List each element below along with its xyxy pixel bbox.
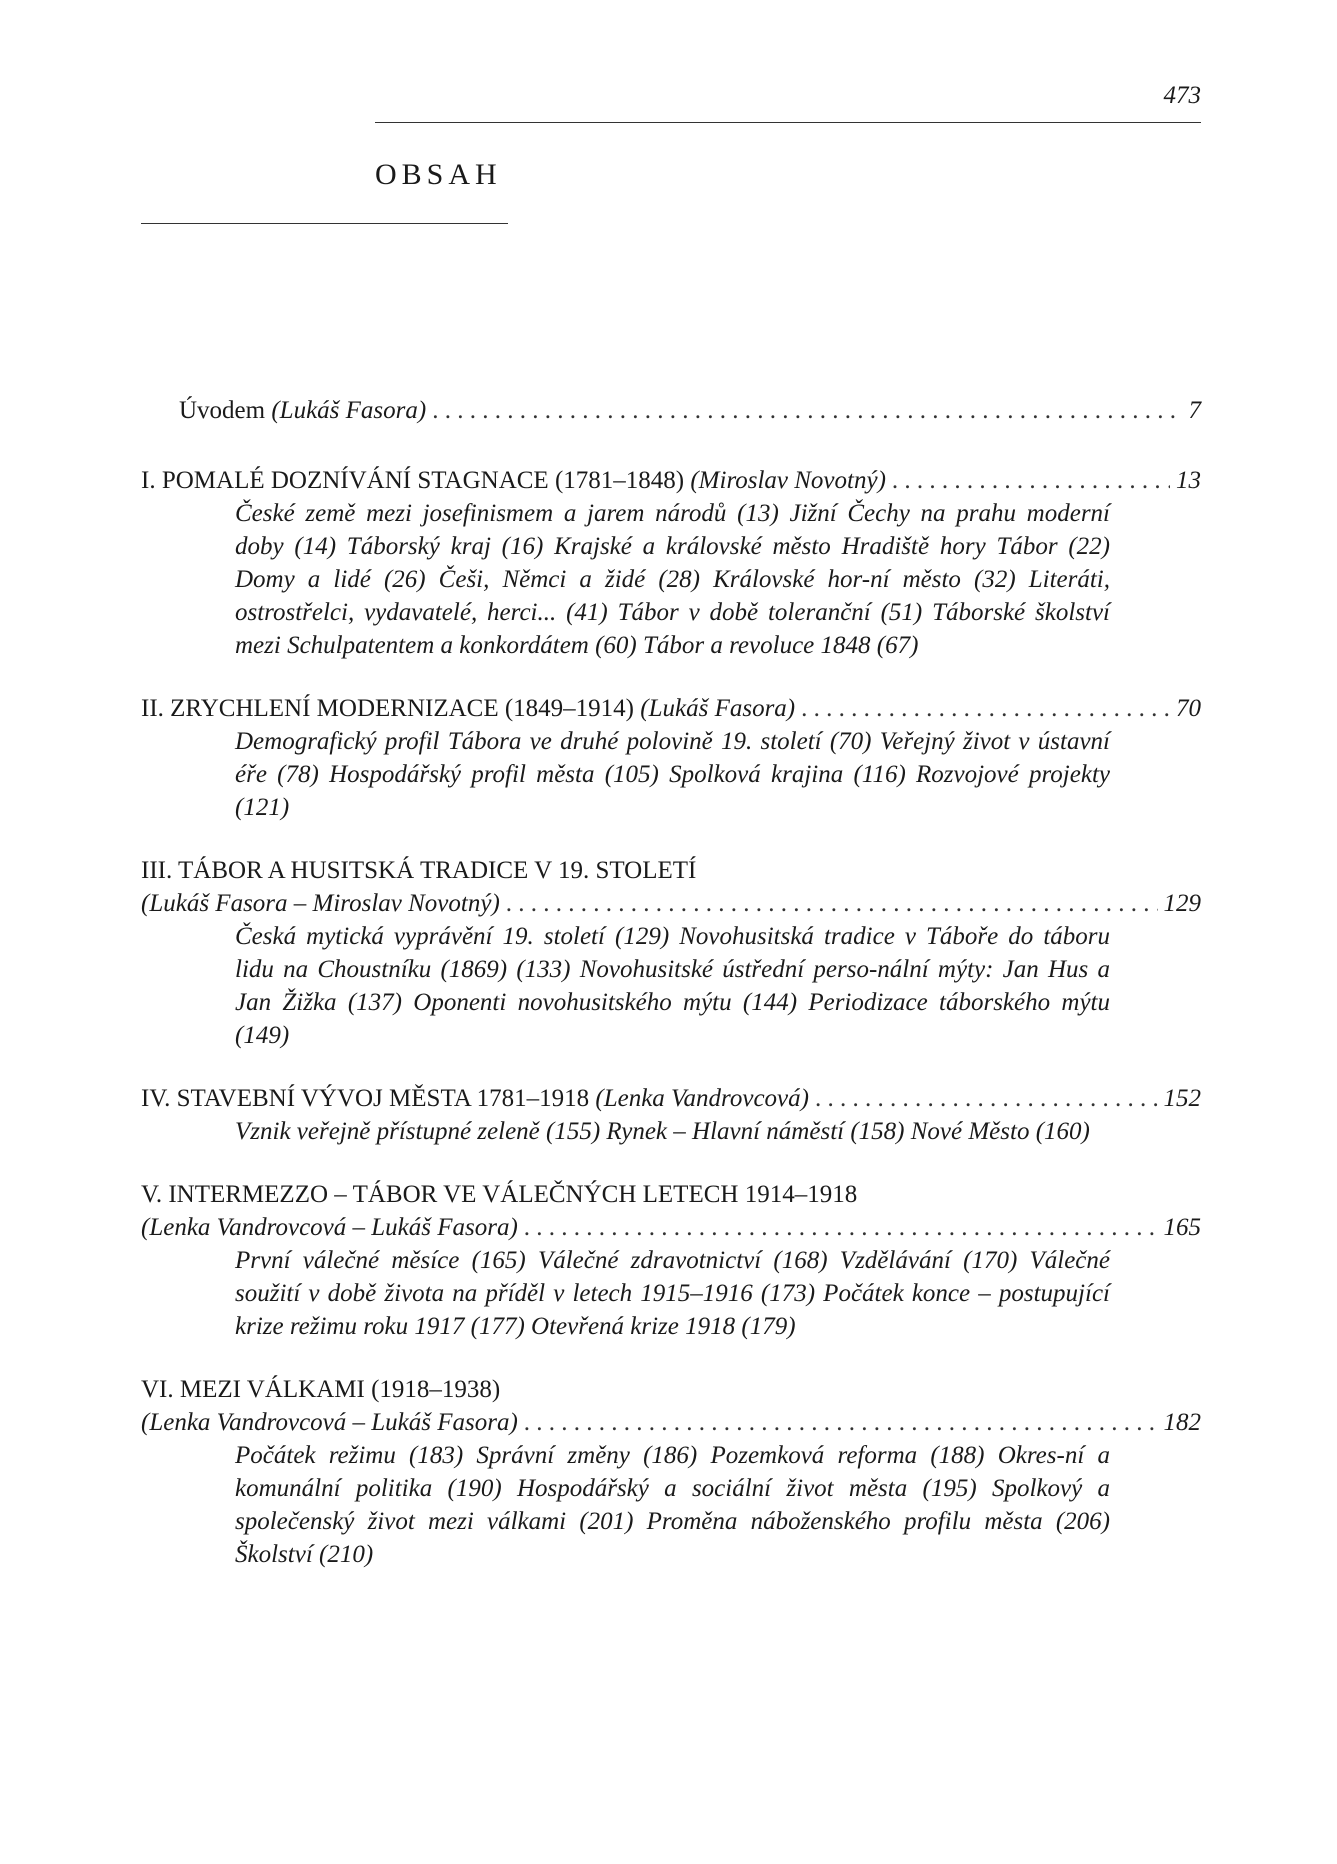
entry-author: (Lenka Vandrovcová – Lukáš Fasora) [141,1409,518,1436]
toc-entry-chapter-3[interactable] [141,854,1201,1052]
entry-subtopics: První válečné měsíce (165) Válečné zdravotnictví (168) Vzdělávání (170) Válečné soužití v době života na příděl v letech 1915–1916 (173) Počátek konce – postupující krize režimu roku 1917 (177) Otevřená krize 1918 (179) [235,1247,1110,1340]
entry-page: 70 [1176,695,1201,722]
toc-entry-line [141,887,1201,920]
entry-subtopics: Vznik veřejně přístupné zeleně (155) Rynek – Hlavní náměstí (158) Nové Město (160) [235,1118,1090,1145]
entry-author: (Lukáš Fasora) [271,397,427,424]
entry-author: (Lukáš Fasora) [640,695,796,722]
entry-page: 152 [1163,1085,1201,1112]
dot-leader [524,1211,1158,1244]
entry-author: (Lukáš Fasora – Miroslav Novotný) [141,890,500,917]
entry-title: V. INTERMEZZO – TÁBOR VE VÁLEČNÝCH LETECH 1914–1918 [141,1181,858,1208]
toc-entry-chapter-5[interactable] [141,1178,1201,1343]
entry-title: VI. MEZI VÁLKAMI (1918–1938) [141,1376,501,1403]
toc-entry-chapter-2[interactable] [141,692,1201,824]
page-title: OBSAH [375,158,502,191]
entry-page: 13 [1176,467,1201,494]
entry-title: III. TÁBOR A HUSITSKÁ TRADICE V 19. STOLETÍ [141,857,697,884]
entry-title: II. ZRYCHLENÍ MODERNIZACE (1849–1914) [141,695,635,722]
dot-leader [432,394,1182,427]
toc-entry-chapter-1[interactable] [141,464,1201,662]
top-rule [375,122,1201,123]
entry-author: (Lenka Vandrovcová) [595,1085,809,1112]
table-of-contents [141,394,1201,1601]
toc-entry-line [141,1211,1201,1244]
entry-subtopics: Demografický profil Tábora ve druhé polovině 19. století (70) Veřejný život v ústavní éře (78) Hospodářský profil města (105) Spolková krajina (116) Rozvojové projekty (121) [235,728,1110,821]
title-underline [141,223,508,224]
toc-entry-line [141,1082,1201,1115]
toc-entry-intro[interactable] [141,394,1201,427]
dot-leader [506,887,1158,920]
toc-entry-line [141,394,1201,427]
toc-entry-line [141,464,1201,497]
entry-page: 129 [1163,890,1201,917]
entry-author: (Lenka Vandrovcová – Lukáš Fasora) [141,1214,518,1241]
entry-title: IV. STAVEBNÍ VÝVOJ MĚSTA 1781–1918 [141,1085,590,1112]
entry-page: 165 [1163,1214,1201,1241]
dot-leader [815,1082,1158,1115]
entry-page: 182 [1163,1409,1201,1436]
page-number: 473 [1163,82,1201,109]
entry-page: 7 [1188,397,1201,424]
toc-entry-chapter-4[interactable] [141,1082,1201,1148]
entry-subtopics: Česká mytická vyprávění 19. století (129) Novohusitská tradice v Táboře do táboru lidu na Choustníku (1869) (133) Novohusitské ústřední perso-nální mýty: Jan Hus a Jan Žižka (137) Oponenti novohusitského mýtu (144) Periodizace táborského mýtu (149) [235,923,1110,1049]
dot-leader [801,692,1170,725]
dot-leader [524,1406,1158,1439]
entry-title: I. POMALÉ DOZNÍVÁNÍ STAGNACE (1781–1848) [141,467,685,494]
dot-leader [892,464,1170,497]
toc-entry-chapter-6[interactable] [141,1373,1201,1571]
entry-author: (Miroslav Novotný) [690,467,886,494]
entry-subtopics: Počátek režimu (183) Správní změny (186) Pozemková reforma (188) Okres-ní a komunální politika (190) Hospodářský a sociální život města (195) Spolkový a společenský život mezi válkami (201) Proměna náboženského profilu města (206) Školství (210) [235,1442,1110,1568]
toc-entry-line [141,692,1201,725]
toc-entry-line [141,1406,1201,1439]
entry-subtopics: České země mezi josefinismem a jarem národů (13) Jižní Čechy na prahu moderní doby (14) Táborský kraj (16) Krajské a královské město Hradiště hory Tábor (22) Domy a lidé (26) Češi, Němci a židé (28) Královské hor-ní město (32) Literáti, ostrostřelci, vydavatelé, herci... (41) Tábor v době toleranční (51) Táborské školství mezi Schulpatentem a konkordátem (60) Tábor a revoluce 1848 (67) [235,500,1110,659]
entry-title: Úvodem [179,397,266,424]
